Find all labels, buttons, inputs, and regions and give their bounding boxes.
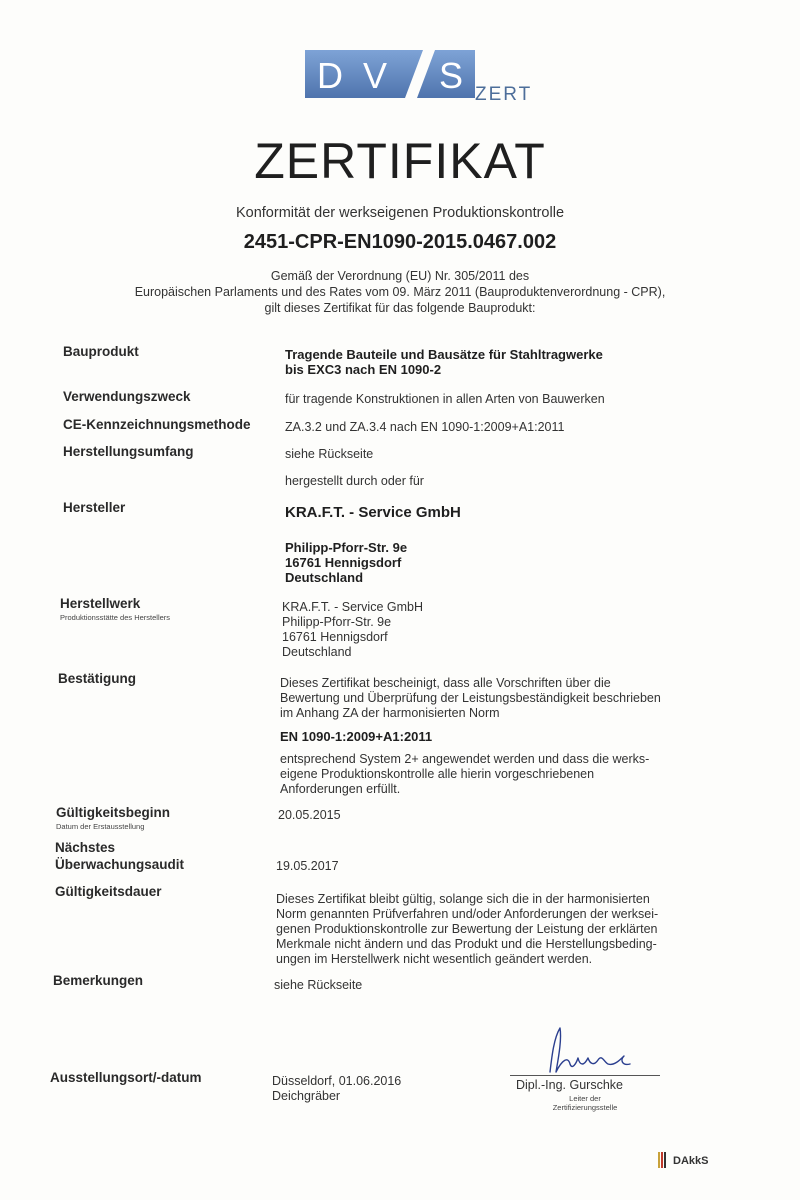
- bemerkungen-value: siehe Rückseite: [274, 978, 363, 992]
- bestaetigung-line: im Anhang ZA der harmonisierten Norm: [280, 706, 500, 720]
- naechstes-audit-value: 19.05.2017: [276, 859, 339, 873]
- hersteller-address-line: 16761 Hennigsdorf: [285, 555, 402, 570]
- verwendungszweck-label: Verwendungszweck: [63, 389, 191, 404]
- svg-text:D: D: [317, 55, 353, 96]
- certificate-title: ZERTIFIKAT: [254, 133, 546, 189]
- herstellwerk-line: Deutschland: [282, 645, 352, 659]
- gueltigkeitsbeginn-sublabel: Datum der Erstausstellung: [56, 822, 145, 831]
- herstellungsumfang-value: siehe Rückseite: [285, 447, 374, 461]
- logo-zert-text: ZERT: [475, 84, 533, 105]
- herstellungsumfang-label: Herstellungsumfang: [63, 444, 194, 459]
- hersteller-label: Hersteller: [63, 500, 126, 515]
- bauprodukt-line: Tragende Bauteile und Bausätze für Stahltragwerke: [285, 347, 603, 362]
- herstellwerk-line: 16761 Hennigsdorf: [282, 630, 388, 644]
- ausstellung-line: Düsseldorf, 01.06.2016: [272, 1074, 402, 1088]
- gueltigkeitsdauer-label: Gültigkeitsdauer: [55, 884, 162, 899]
- naechstes-audit-label: Überwachungsaudit: [55, 857, 185, 872]
- herstellwerk-line: Philipp-Pforr-Str. 9e: [282, 615, 392, 629]
- herstellwerk-line: KRA.F.T. - Service GmbH: [282, 600, 423, 614]
- bestaetigung-label: Bestätigung: [58, 671, 137, 686]
- gueltigkeitsdauer-line: Norm genannten Prüfverfahren und/oder Anforderungen der werksei-: [276, 907, 659, 921]
- dvs-zert-logo: [305, 48, 545, 108]
- bestaetigung-norm: EN 1090-1:2009+A1:2011: [280, 729, 433, 744]
- intro-line: gilt dieses Zertifikat für das folgende Bauprodukt:: [264, 301, 536, 315]
- signer-role: [530, 1094, 640, 1112]
- herstellwerk-label: Herstellwerk: [60, 596, 141, 611]
- gueltigkeitsdauer-line: genen Produktionskontrolle zur Bewertung der Leistung der erklärten: [276, 922, 658, 936]
- bestaetigung-line: entsprechend System 2+ angewendet werden und dass die werks-: [280, 752, 650, 766]
- intro-text: [0, 268, 800, 316]
- bauprodukt-label: Bauprodukt: [63, 344, 139, 359]
- gueltigkeitsbeginn-label: Gültigkeitsbeginn: [56, 805, 171, 820]
- signer-role-line: Leiter der: [569, 1094, 601, 1103]
- svg-text:V: V: [363, 55, 388, 96]
- certificate-subtitle: Konformität der werkseigenen Produktionskontrolle: [235, 205, 565, 221]
- herstellungsumfang-note: hergestellt durch oder für: [285, 474, 424, 488]
- naechstes-audit-label: Nächstes: [55, 840, 116, 855]
- gueltigkeitsdauer-line: Merkmale nicht ändern und das Produkt und die Herstellungsbeding-: [276, 937, 657, 951]
- verwendungszweck-value: für tragende Konstruktionen in allen Arten von Bauwerken: [285, 392, 605, 406]
- dvs-logo-icon: [305, 50, 475, 98]
- herstellwerk-sublabel: Produktionsstätte des Herstellers: [60, 613, 171, 622]
- certificate-number: 2451-CPR-EN1090-2015.0467.002: [243, 231, 557, 253]
- intro-line: Gemäß der Verordnung (EU) Nr. 305/2011 des: [270, 269, 530, 283]
- hersteller-address-line: Deutschland: [285, 570, 364, 585]
- signer-name: Dipl.-Ing. Gurschke: [516, 1078, 623, 1092]
- hersteller-name: KRA.F.T. - Service GmbH: [285, 504, 461, 521]
- bestaetigung-line: Dieses Zertifikat bescheinigt, dass alle Vorschriften über die: [280, 676, 611, 690]
- ce-methode-value: ZA.3.2 und ZA.3.4 nach EN 1090-1:2009+A1:2011: [285, 420, 565, 434]
- bauprodukt-line: bis EXC3 nach EN 1090-2: [285, 362, 442, 377]
- svg-text:S: S: [439, 55, 464, 96]
- bemerkungen-label: Bemerkungen: [53, 973, 144, 988]
- signature-line: [510, 1075, 660, 1076]
- handwritten-signature: [520, 1020, 670, 1080]
- gueltigkeitsdauer-line: ungen im Herstellwerk nicht wesentlich geändert werden.: [276, 952, 593, 966]
- dakks-label: DAkkS: [673, 1155, 709, 1167]
- hersteller-address-line: Philipp-Pforr-Str. 9e: [285, 540, 408, 555]
- gueltigkeitsdauer-line: Dieses Zertifikat bleibt gültig, solange sich die in der harmonisierten: [276, 892, 650, 906]
- bestaetigung-line: Bewertung und Überprüfung der Leistungsbeständigkeit beschrieben: [280, 691, 661, 705]
- ce-methode-label: CE-Kennzeichnungsmethode: [63, 417, 251, 432]
- intro-line: Europäischen Parlaments und des Rates vom 09. März 2011 (Bauproduktenverordnung - CPR),: [134, 285, 666, 299]
- bestaetigung-line: eigene Produktionskontrolle alle hierin vorgeschriebenen: [280, 767, 595, 781]
- ausstellung-label: Ausstellungsort/-datum: [50, 1070, 202, 1085]
- signer-role-line: Zertifizierungsstelle: [552, 1103, 618, 1112]
- bestaetigung-line: Anforderungen erfüllt.: [280, 782, 401, 796]
- ausstellung-line: Deichgräber: [272, 1089, 341, 1103]
- dakks-logo-icon: [658, 1152, 670, 1168]
- gueltigkeitsbeginn-value: 20.05.2015: [278, 808, 341, 822]
